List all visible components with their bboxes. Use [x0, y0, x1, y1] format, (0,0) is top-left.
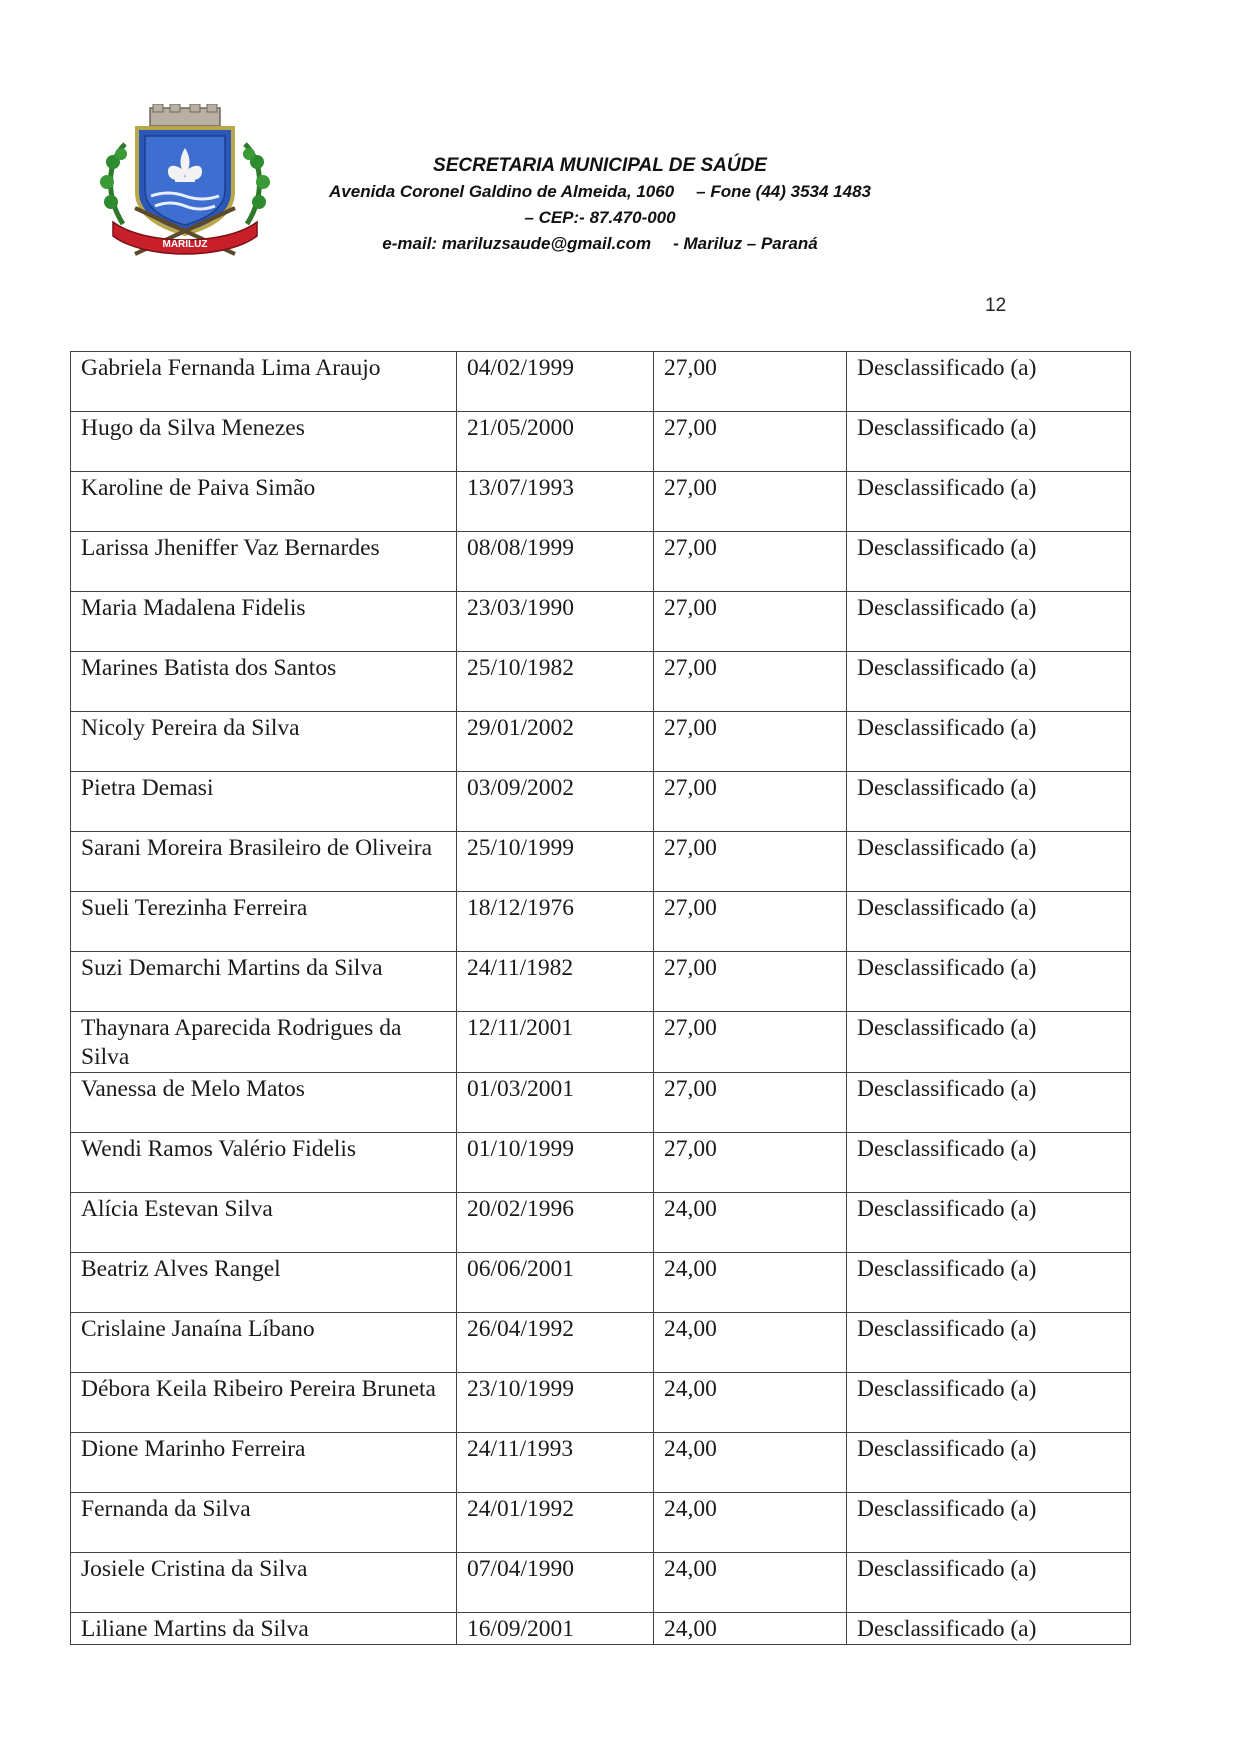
candidate-name: Karoline de Paiva Simão: [71, 472, 457, 532]
candidate-name: Larissa Jheniffer Vaz Bernardes: [71, 532, 457, 592]
status: Desclassificado (a): [847, 412, 1131, 472]
candidate-name: Dione Marinho Ferreira: [71, 1433, 457, 1493]
birth-date: 08/08/1999: [457, 532, 654, 592]
birth-date: 18/12/1976: [457, 892, 654, 952]
score: 27,00: [654, 712, 847, 772]
status: Desclassificado (a): [847, 592, 1131, 652]
score: 27,00: [654, 832, 847, 892]
candidate-name: Suzi Demarchi Martins da Silva: [71, 952, 457, 1012]
status: Desclassificado (a): [847, 1073, 1131, 1133]
table-row: [71, 1613, 1131, 1645]
candidate-name: Liliane Martins da Silva: [71, 1613, 457, 1645]
birth-date: 03/09/2002: [457, 772, 654, 832]
status: Desclassificado (a): [847, 832, 1131, 892]
status: Desclassificado (a): [847, 1373, 1131, 1433]
letterhead-title: SECRETARIA MUNICIPAL DE SAÚDE: [433, 155, 767, 176]
score: 24,00: [654, 1253, 847, 1313]
status: Desclassificado (a): [847, 1313, 1131, 1373]
status: Desclassificado (a): [847, 712, 1131, 772]
candidate-name: Josiele Cristina da Silva: [71, 1553, 457, 1613]
table-row: [71, 1313, 1131, 1373]
logo-ribbon-text: MARILUZ: [162, 239, 208, 250]
birth-date: 16/09/2001: [457, 1613, 654, 1645]
status: Desclassificado (a): [847, 652, 1131, 712]
score: 27,00: [654, 412, 847, 472]
score: 27,00: [654, 532, 847, 592]
municipal-coat-of-arms-icon: [95, 104, 275, 264]
birth-date: 21/05/2000: [457, 412, 654, 472]
birth-date: 13/07/1993: [457, 472, 654, 532]
status: Desclassificado (a): [847, 1193, 1131, 1253]
candidate-name: Fernanda da Silva: [71, 1493, 457, 1553]
score: 24,00: [654, 1613, 847, 1645]
candidate-name: Sarani Moreira Brasileiro de Oliveira: [71, 832, 457, 892]
birth-date: 23/10/1999: [457, 1373, 654, 1433]
results-table: [70, 351, 1131, 1645]
score: 27,00: [654, 1012, 847, 1073]
score: 27,00: [654, 1073, 847, 1133]
birth-date: 24/11/1993: [457, 1433, 654, 1493]
status: Desclassificado (a): [847, 1433, 1131, 1493]
table-row: [71, 832, 1131, 892]
birth-date: 01/03/2001: [457, 1073, 654, 1133]
score: 24,00: [654, 1193, 847, 1253]
status: Desclassificado (a): [847, 352, 1131, 412]
letterhead-address-line: [270, 179, 930, 205]
score: 24,00: [654, 1373, 847, 1433]
birth-date: 24/01/1992: [457, 1493, 654, 1553]
candidate-name: Sueli Terezinha Ferreira: [71, 892, 457, 952]
birth-date: 06/06/2001: [457, 1253, 654, 1313]
candidate-name: Thaynara Aparecida Rodrigues da Silva: [71, 1012, 457, 1073]
page-number: 12: [985, 295, 1007, 316]
status: Desclassificado (a): [847, 892, 1131, 952]
status: Desclassificado (a): [847, 1012, 1131, 1073]
candidate-name: Wendi Ramos Valério Fidelis: [71, 1133, 457, 1193]
table-row: [71, 1373, 1131, 1433]
candidate-name: Alícia Estevan Silva: [71, 1193, 457, 1253]
score: 27,00: [654, 352, 847, 412]
score: 27,00: [654, 592, 847, 652]
table-row: [71, 712, 1131, 772]
table-row: [71, 1012, 1131, 1073]
birth-date: 07/04/1990: [457, 1553, 654, 1613]
letterhead-address: Avenida Coronel Galdino de Almeida, 1060: [329, 182, 675, 201]
score: 24,00: [654, 1313, 847, 1373]
table-row: [71, 1073, 1131, 1133]
score: 27,00: [654, 472, 847, 532]
status: Desclassificado (a): [847, 1253, 1131, 1313]
letterhead-cep: – CEP:- 87.470-000: [524, 208, 676, 227]
candidate-name: Maria Madalena Fidelis: [71, 592, 457, 652]
birth-date: 25/10/1982: [457, 652, 654, 712]
status: Desclassificado (a): [847, 1553, 1131, 1613]
status: Desclassificado (a): [847, 472, 1131, 532]
birth-date: 29/01/2002: [457, 712, 654, 772]
candidate-name: Marines Batista dos Santos: [71, 652, 457, 712]
letterhead-contact-line: [270, 231, 930, 257]
table-row: [71, 532, 1131, 592]
table-row: [71, 1433, 1131, 1493]
score: 24,00: [654, 1553, 847, 1613]
table-row: [71, 772, 1131, 832]
status: Desclassificado (a): [847, 1493, 1131, 1553]
table-row: [71, 1553, 1131, 1613]
table-row: [71, 952, 1131, 1012]
table-row: [71, 1253, 1131, 1313]
status: Desclassificado (a): [847, 1613, 1131, 1645]
table-row: [71, 412, 1131, 472]
score: 27,00: [654, 772, 847, 832]
birth-date: 04/02/1999: [457, 352, 654, 412]
birth-date: 24/11/1982: [457, 952, 654, 1012]
letterhead-city: - Mariluz – Paraná: [673, 234, 818, 253]
score: 24,00: [654, 1433, 847, 1493]
table-row: [71, 472, 1131, 532]
birth-date: 25/10/1999: [457, 832, 654, 892]
candidate-name: Nicoly Pereira da Silva: [71, 712, 457, 772]
birth-date: 12/11/2001: [457, 1012, 654, 1073]
candidate-name: Vanessa de Melo Matos: [71, 1073, 457, 1133]
candidate-name: Crislaine Janaína Líbano: [71, 1313, 457, 1373]
letterhead-email: e-mail: mariluzsaude@gmail.com: [382, 234, 652, 253]
candidate-name: Débora Keila Ribeiro Pereira Bruneta: [71, 1373, 457, 1433]
status: Desclassificado (a): [847, 952, 1131, 1012]
status: Desclassificado (a): [847, 532, 1131, 592]
letterhead-phone: – Fone (44) 3534 1483: [696, 182, 871, 201]
birth-date: 23/03/1990: [457, 592, 654, 652]
candidate-name: Beatriz Alves Rangel: [71, 1253, 457, 1313]
birth-date: 26/04/1992: [457, 1313, 654, 1373]
table-row: [71, 652, 1131, 712]
table-row: [71, 892, 1131, 952]
letterhead: [270, 153, 930, 257]
score: 27,00: [654, 892, 847, 952]
score: 27,00: [654, 952, 847, 1012]
status: Desclassificado (a): [847, 1133, 1131, 1193]
score: 27,00: [654, 1133, 847, 1193]
table-row: [71, 592, 1131, 652]
table-row: [71, 1193, 1131, 1253]
birth-date: 20/02/1996: [457, 1193, 654, 1253]
status: Desclassificado (a): [847, 772, 1131, 832]
table-row: [71, 352, 1131, 412]
score: 24,00: [654, 1493, 847, 1553]
table-row: [71, 1493, 1131, 1553]
candidate-name: Pietra Demasi: [71, 772, 457, 832]
birth-date: 01/10/1999: [457, 1133, 654, 1193]
candidate-name: Hugo da Silva Menezes: [71, 412, 457, 472]
score: 27,00: [654, 652, 847, 712]
table-row: [71, 1133, 1131, 1193]
candidate-name: Gabriela Fernanda Lima Araujo: [71, 352, 457, 412]
